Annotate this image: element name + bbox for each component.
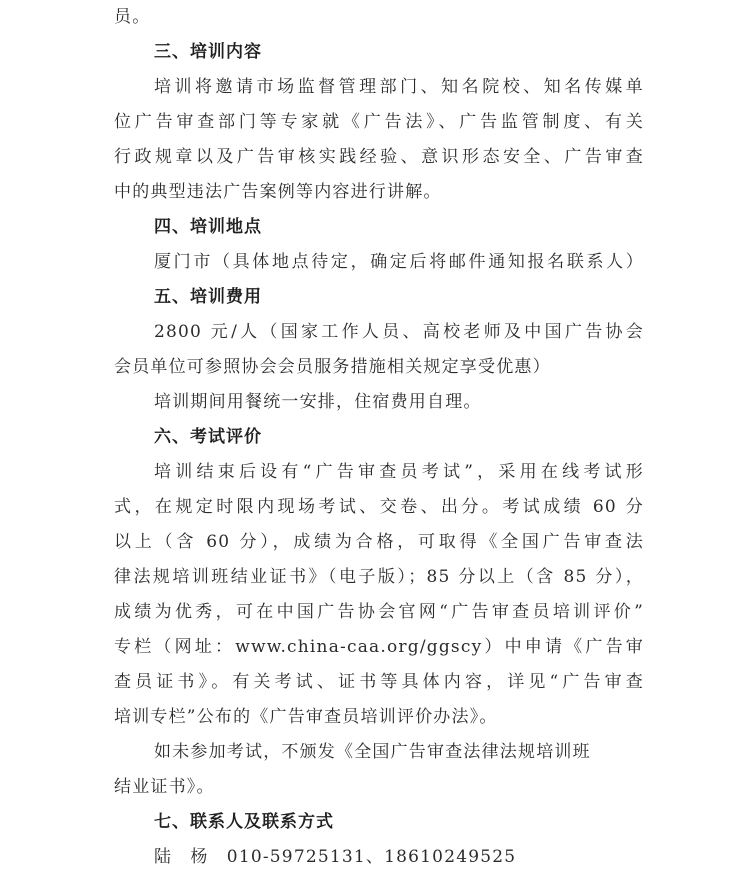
- paragraph-line: 中的典型违法广告案例等内容进行讲解。: [114, 182, 442, 202]
- paragraph-line: 厦门市（具体地点待定，确定后将邮件通知报名联系人）: [154, 252, 644, 272]
- section-heading-training-content: 三、培训内容: [154, 42, 262, 62]
- section-heading-training-location: 四、培训地点: [154, 217, 262, 237]
- text-line-continuation: 员。: [114, 7, 151, 27]
- paragraph-line: 培训结束后设有“广告审查员考试”，采用在线考试形: [154, 462, 644, 482]
- paragraph-line: 以上（含 60 分），成绩为合格，可取得《全国广告审查法: [114, 532, 644, 552]
- paragraph-line: 式，在规定时限内现场考试、交卷、出分。考试成绩 60 分: [114, 497, 644, 517]
- paragraph-line: 行政规章以及广告审核实践经验、意识形态安全、广告审查: [114, 147, 644, 167]
- paragraph-line: 成绩为优秀，可在中国广告协会官网“广告审查员培训评价”: [114, 602, 644, 622]
- paragraph-line: 查员证书》。有关考试、证书等具体内容，详见“广告审查: [114, 672, 644, 692]
- section-heading-exam-evaluation: 六、考试评价: [154, 427, 262, 447]
- paragraph-line-website: 专栏（网址：www.china-caa.org/ggscy）中申请《广告审: [114, 637, 644, 657]
- section-heading-contact: 七、联系人及联系方式: [154, 812, 334, 832]
- paragraph-line: 如未参加考试，不颁发《全国广告审查法律法规培训班: [154, 742, 591, 762]
- paragraph-line: 会员单位可参照协会会员服务措施相关规定享受优惠）: [114, 357, 551, 377]
- paragraph-line: 律法规培训班结业证书》（电子版）；85 分以上（含 85 分），: [114, 567, 644, 587]
- paragraph-line: 培训专栏”公布的《广告审查员培训评价办法》。: [114, 707, 498, 727]
- contact-line: 陆 杨 010-59725131、18610249525: [154, 847, 517, 867]
- paragraph-line: 培训将邀请市场监督管理部门、知名院校、知名传媒单: [154, 77, 644, 97]
- section-heading-training-fee: 五、培训费用: [154, 287, 262, 307]
- paragraph-line: 2800 元/人（国家工作人员、高校老师及中国广告协会: [154, 322, 644, 342]
- paragraph-line: 结业证书》。: [114, 777, 215, 797]
- paragraph-line: 培训期间用餐统一安排，住宿费用自理。: [154, 392, 482, 412]
- paragraph-line: 位广告审查部门等专家就《广告法》、广告监管制度、有关: [114, 112, 644, 132]
